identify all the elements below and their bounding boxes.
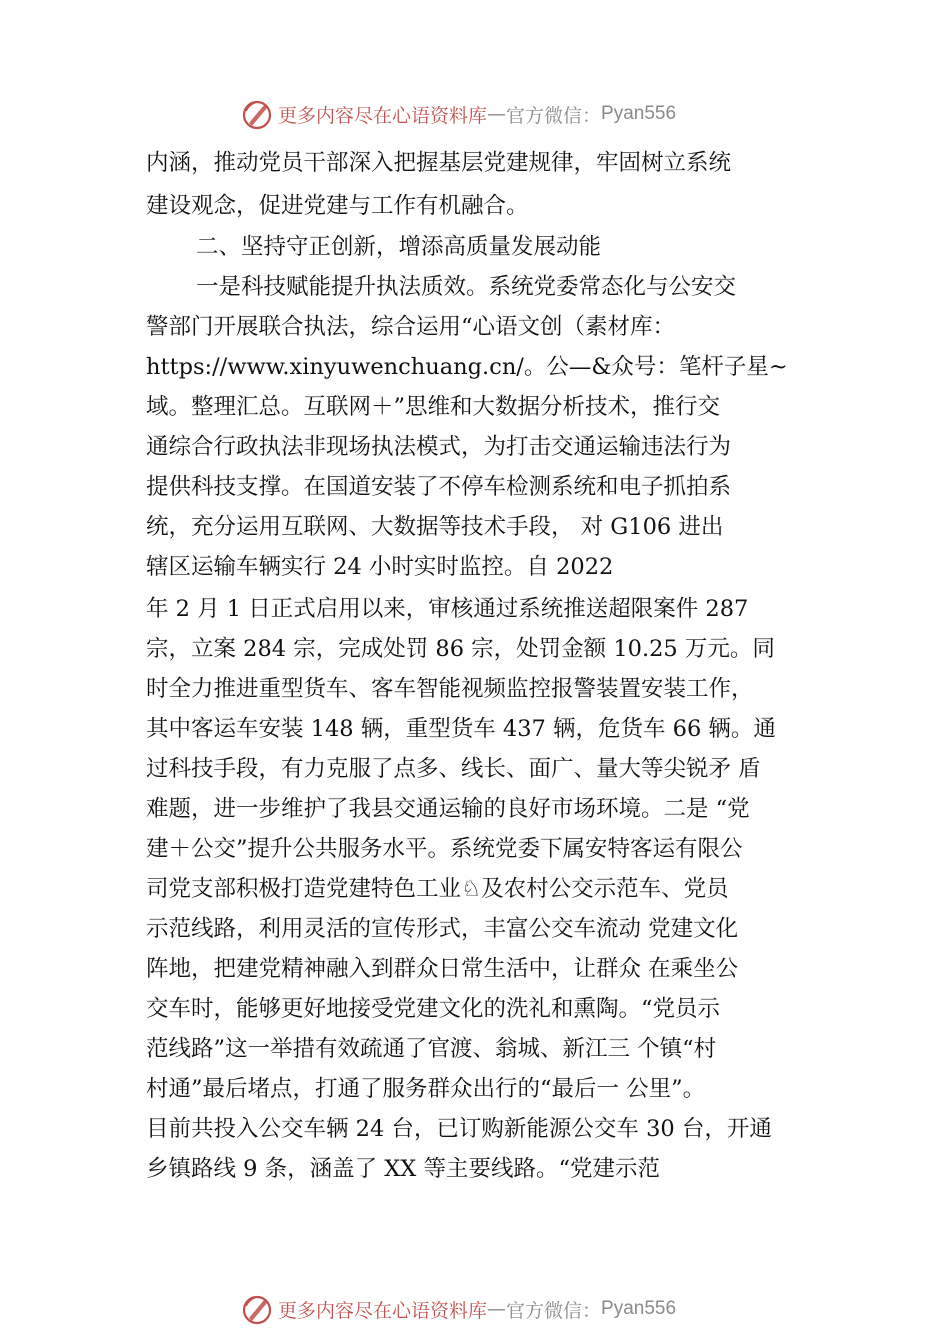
- watermark-separator: —: [487, 103, 507, 125]
- watermark-wechat-id: Pyan556: [601, 103, 677, 124]
- watermark-suffix: 官方微信：: [506, 104, 602, 127]
- watermark-separator: —: [487, 1298, 507, 1320]
- text-line: 其中客运车安装 148 辆，重型货车 437 辆，危货车 66 辆。通: [146, 716, 776, 742]
- text-line: 阵地，把建党精神融入到群众日常生活中，让群众 在乘坐公: [146, 956, 739, 982]
- text-line: 交车时，能够更好地接受党建文化的洗礼和熏陶。“党员示: [146, 996, 721, 1022]
- section-heading: 二、坚持守正创新，增添高质量发展动能: [196, 234, 602, 260]
- pen-logo-icon: [240, 97, 274, 131]
- text-line: 建设观念，促进党建与工作有机融合。: [146, 193, 529, 219]
- text-line: 范线路”这一举措有效疏通了官渡、翁城、新江三 个镇“村: [146, 1036, 717, 1062]
- watermark-main-text: 更多内容尽在心语资料库: [278, 1299, 488, 1322]
- pen-logo-icon: [240, 1292, 274, 1326]
- text-line: 难题，进一步维护了我县交通运输的良好市场环境。二是 “党: [146, 796, 750, 822]
- text-line: 年 2 月 1 日正式启用以来，审核通过系统推送超限案件 287: [146, 596, 749, 622]
- text-line: 司党支部积极打造党建特色工业♘及农村公交示范车、党员: [146, 876, 729, 902]
- watermark-footer: [240, 1291, 760, 1327]
- text-line: 示范线路，利用灵活的宣传形式，丰富公交车流动 党建文化: [146, 916, 739, 942]
- text-line: 目前共投入公交车辆 24 台，已订购新能源公交车 30 台，开通: [146, 1116, 772, 1142]
- text-line: 警部门开展联合执法，综合运用“心语文创（素材库：: [146, 314, 676, 340]
- text-line: 统，充分运用互联网、大数据等技术手段， 对 G106 进出: [146, 514, 724, 540]
- text-line: 辖区运输车辆实行 24 小时实时监控。自 2022: [146, 554, 614, 580]
- text-line: 通综合行政执法非现场执法模式，为打击交通运输违法行为: [146, 434, 732, 460]
- text-line: 村通”最后堵点，打通了服务群众出行的“最后一 公里”。: [146, 1076, 706, 1102]
- watermark-suffix: 官方微信：: [506, 1299, 602, 1322]
- watermark-wechat-id: Pyan556: [601, 1298, 677, 1319]
- text-line: 时全力推进重型货车、客车智能视频监控报警装置安装工作，: [146, 676, 754, 702]
- text-line: https://www.xinyuwenchuang.cn/。公—&众号：笔杆子星~: [146, 354, 788, 380]
- text-line: 宗，立案 284 宗，完成处罚 86 宗，处罚金额 10.25 万元。同: [146, 636, 775, 662]
- text-line: 提供科技支撑。在国道安装了不停车检测系统和电子抓拍系: [146, 474, 732, 500]
- watermark-header: [240, 96, 760, 132]
- text-line: 建＋公交”提升公共服务水平。系统党委下属安特客运有限公: [146, 836, 743, 862]
- watermark-main-text: 更多内容尽在心语资料库: [278, 104, 488, 127]
- text-line: 内涵，推动党员干部深入把握基层党建规律，牢固树立系统: [146, 150, 732, 176]
- text-line: 一是科技赋能提升执法质效。系统党委常态化与公安交: [196, 274, 737, 300]
- text-line: 乡镇路线 9 条，涵盖了 XX 等主要线路。“党建示范: [146, 1156, 660, 1182]
- text-line: 域。整理汇总。互联网＋”思维和大数据分析技术，推行交: [146, 394, 721, 420]
- text-line: 过科技手段，有力克服了点多、线长、面广、量大等尖锐矛 盾: [146, 756, 761, 782]
